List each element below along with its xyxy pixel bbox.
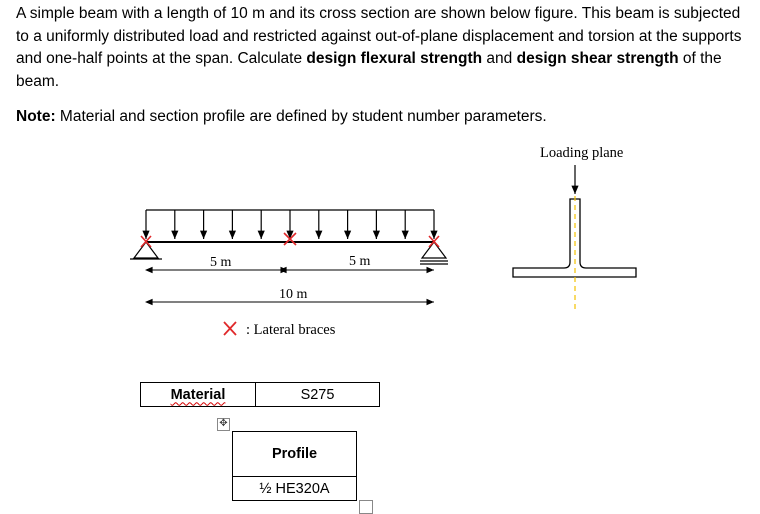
- material-value: S275: [300, 386, 335, 403]
- conjunction: and: [486, 50, 513, 67]
- emphasis-flexural: design flexural strength: [306, 50, 483, 67]
- loading-plane-label: Loading plane: [540, 145, 624, 161]
- problem-sentence: A simple beam with a length of 10 m and its cross section are shown below figure. This beam is subjected to a uniformly distributed load and restricted against out-of-plane displacement and torsion at the supports and one-half points at the span. Calculate: [16, 5, 742, 67]
- profile-label: Profile: [271, 446, 318, 462]
- span-left-label: 5 m: [210, 255, 232, 270]
- note-text: Material and section profile are defined by student number parameters.: [59, 108, 547, 125]
- table-resize-handle[interactable]: [359, 500, 373, 514]
- cross-section-tee: [513, 199, 636, 277]
- emphasis-shear: design shear strength: [516, 50, 679, 67]
- legend-label: : Lateral braces: [246, 322, 336, 338]
- span-right-label: 5 m: [349, 254, 371, 269]
- right-roller-support: [420, 242, 448, 264]
- legend-brace-icon: [224, 322, 236, 335]
- total-length-label: 10 m: [279, 287, 308, 302]
- left-pin-support: [130, 242, 162, 259]
- distributed-load: [146, 210, 434, 239]
- material-label-cell: [140, 382, 256, 407]
- table-move-handle-icon[interactable]: ✥: [217, 418, 230, 431]
- profile-value: ½ HE320A: [259, 480, 330, 497]
- problem-tail: of the beam.: [16, 50, 722, 90]
- material-label: Material: [170, 386, 226, 403]
- note-label: Note:: [16, 108, 56, 125]
- profile-label-cell: [232, 431, 357, 477]
- material-value-cell: [255, 382, 380, 407]
- profile-value-cell: [232, 476, 357, 501]
